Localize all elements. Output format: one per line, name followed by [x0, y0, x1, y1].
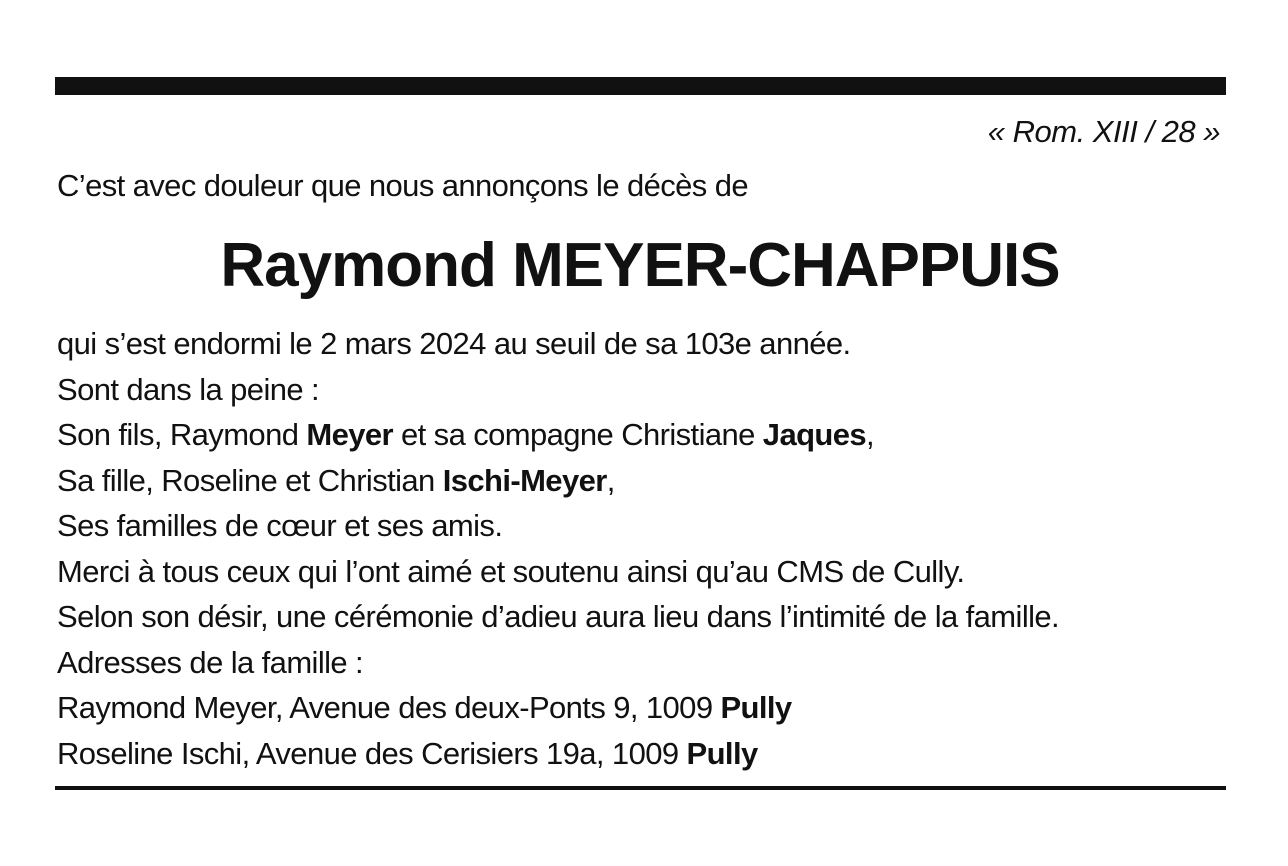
address-2-text: Roseline Ischi, Avenue des Cerisiers 19a, 1009 — [57, 735, 687, 771]
companion-surname: Jaques — [762, 417, 867, 452]
families-line: Ses familles de cœur et ses amis. — [57, 508, 503, 543]
daughter-text-2: , — [606, 462, 615, 498]
thanks-line: Merci à tous ceux qui l’ont aimé et soutenu ainsi qu’au CMS de Cully. — [57, 553, 965, 589]
bible-verse: « Rom. XIII / 28 » — [987, 114, 1220, 149]
address-1-city: Pully — [720, 690, 792, 725]
address-2-city: Pully — [686, 735, 758, 771]
ceremony-line: Selon son désir, une cérémonie d’adieu aura lieu dans l’intimité de la famille. — [57, 599, 1060, 634]
mourning-line: Sont dans la peine : — [57, 371, 320, 407]
son-text-3: , — [866, 417, 875, 452]
son-line — [57, 412, 1059, 458]
address-line-2 — [57, 731, 1059, 777]
son-text-1: Son fils, Raymond — [57, 417, 307, 452]
death-line: qui s’est endormi le 2 mars 2024 au seuil de sa 103e année. — [57, 326, 851, 361]
son-text-2: et sa compagne Christiane — [393, 417, 763, 452]
daughter-surname: Ischi-Meyer — [442, 462, 607, 498]
intro-text: C’est avec douleur que nous annonçons le décès de — [57, 168, 748, 203]
son-surname: Meyer — [306, 417, 393, 452]
deceased-name: Raymond MEYER-CHAPPUIS — [220, 231, 1060, 300]
top-rule — [55, 77, 1226, 95]
address-line-1 — [57, 685, 1059, 731]
daughter-text-1: Sa fille, Roseline et Christian — [57, 462, 443, 498]
announcement-body — [57, 321, 1059, 776]
bottom-rule — [55, 786, 1226, 790]
addresses-label: Adresses de la famille : — [57, 644, 364, 680]
daughter-line — [57, 458, 1059, 504]
address-1-text: Raymond Meyer, Avenue des deux-Ponts 9, 1009 — [57, 690, 721, 725]
